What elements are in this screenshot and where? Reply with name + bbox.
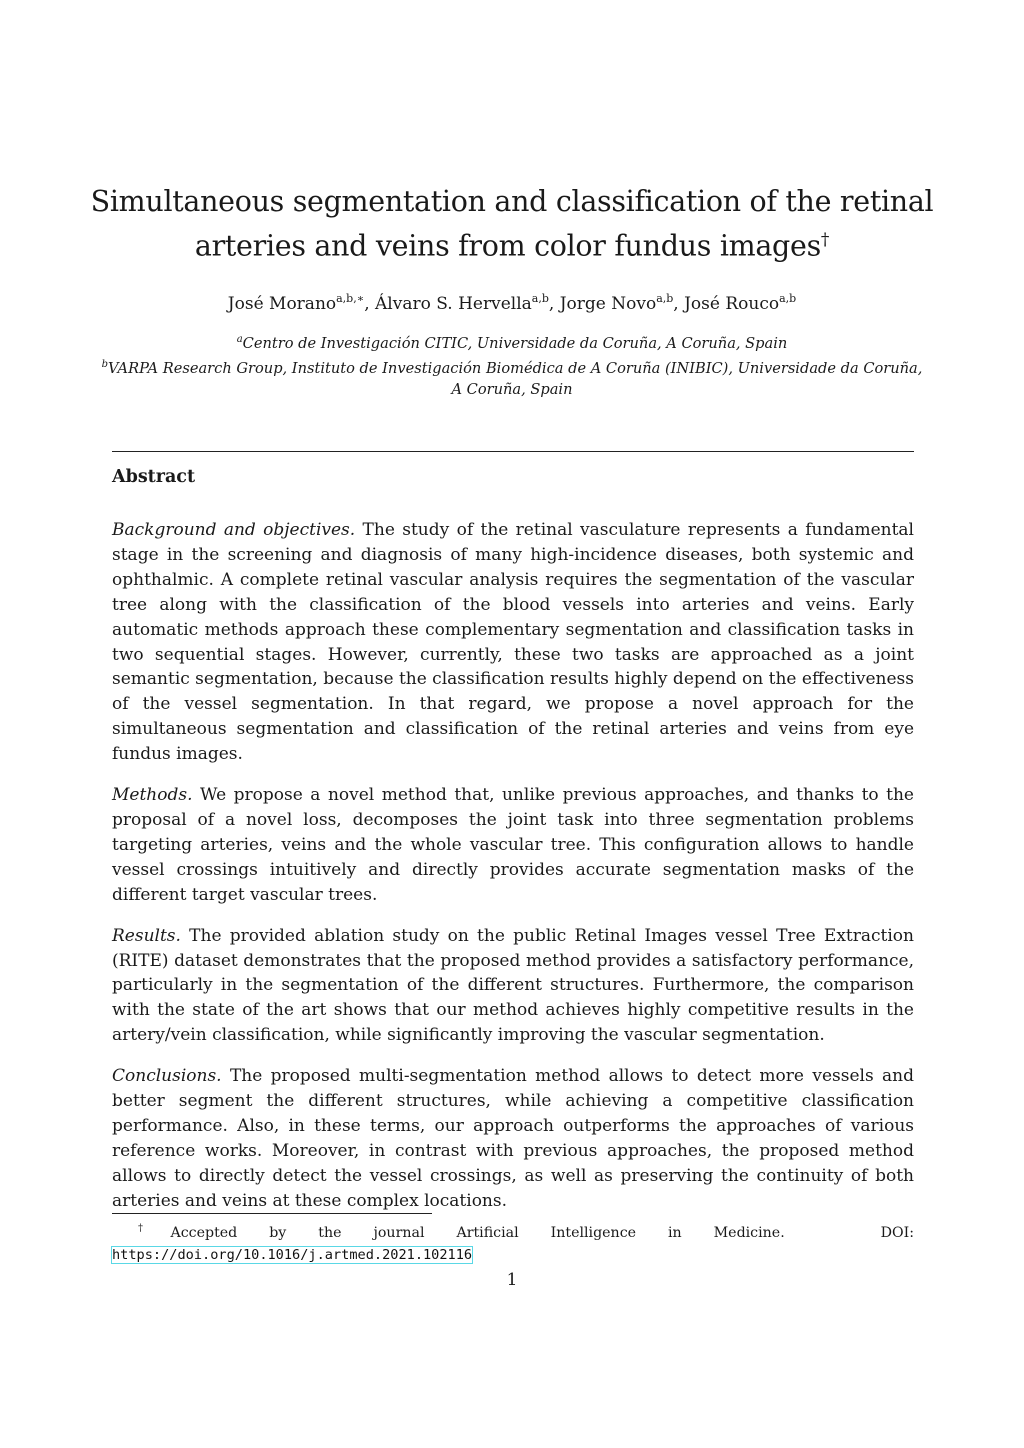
abstract-text: The provided ablation study on the public Retinal Images vessel Tree Extraction (RITE) dataset demonstrates that the proposed method provides a satisfactory performance, particularly in the segmentation of the different structures. Furthermore, the comparison with the state of the art shows that our method achieves highly competitive results in the artery/vein classification, while significantly improving the vascular segmentation.	[112, 925, 914, 1046]
author-name: Jorge Novo	[559, 294, 657, 314]
footnote-mark: †	[138, 1223, 171, 1234]
paper-title	[80, 182, 944, 266]
abstract-paragraph-background	[112, 518, 914, 767]
author-list	[80, 286, 944, 317]
abstract-paragraph-results	[112, 924, 914, 1049]
affiliation	[100, 329, 924, 354]
abstract-lead: Background and objectives.	[112, 520, 356, 540]
affiliation-list	[100, 329, 924, 400]
abstract-text: The study of the retinal vasculature represents a fundamental stage in the screening and diagnosis of many high-incidence diseases, both systemic and ophthalmic. A complete retinal vascular analysis requires the segmentation of the vascular tree along with the classification of the blood vessels into arteries and veins. Early automatic methods approach these complementary segmentation and classification tasks in two sequential stages. However, currently, these two tasks are approached as a joint semantic segmentation, because the classification results highly depend on the effectiveness of the vessel segmentation. In that regard, we propose a novel approach for the simultaneous segmentation and classification of the retinal arteries and veins from eye fundus images.	[112, 520, 914, 765]
author-separator: ,	[673, 294, 685, 314]
abstract-lead: Conclusions.	[112, 1066, 222, 1087]
author-name: Álvaro S. Hervella	[375, 294, 532, 314]
author-affiliation-mark: a,b	[656, 292, 674, 305]
affiliation-mark: a	[236, 334, 243, 345]
author-name: José Morano	[227, 294, 337, 314]
page-number: 1	[506, 1270, 518, 1290]
author-affiliation-mark: a,b	[779, 292, 797, 305]
abstract-body	[112, 518, 914, 1230]
author-separator: ,	[548, 294, 560, 314]
paper-title-text: Simultaneous segmentation and classification of the retinal arteries and veins from color fundus images	[90, 185, 934, 263]
abstract-text: The proposed multi-segmentation method allows to detect more vessels and better segment the different structures, while achieving a competitive classification performance. Also, in these terms, our approach outperforms the approaches of various reference works. Moreover, in contrast with previous approaches, the proposed method allows to directly detect the vessel crossings, as well as preserving the continuity of both arteries and veins at these complex locations.	[112, 1066, 914, 1211]
abstract-paragraph-conclusions	[112, 1064, 914, 1213]
footnote-text: Accepted by the journal Artificial Intelligence in Medicine. DOI:	[170, 1225, 919, 1241]
affiliation-text: Centro de Investigación CITIC, Universidade da Coruña, A Coruña, Spain	[242, 335, 788, 352]
affiliation-mark: b	[101, 359, 108, 370]
author-name: José Rouco	[684, 294, 780, 314]
abstract-text: We propose a novel method that, unlike previous approaches, and thanks to the proposal of a novel loss, decomposes the joint task into three segmentation problems targeting arteries, veins and the whole vascular tree. This configuration allows to handle vessel crossings intuitively and directly provides accurate segmentation masks of the different target vascular trees.	[112, 785, 914, 905]
abstract-lead: Methods.	[112, 785, 193, 806]
title-footnote-mark: †	[820, 230, 830, 250]
doi-link[interactable]: https://doi.org/10.1016/j.artmed.2021.102116	[112, 1247, 473, 1263]
abstract-heading: Abstract	[112, 467, 196, 487]
author-separator: ,	[364, 294, 376, 314]
footnote	[112, 1218, 919, 1266]
author-affiliation-mark: a,b,∗	[336, 292, 365, 305]
abstract-paragraph-methods	[112, 783, 914, 908]
affiliation	[100, 354, 924, 400]
abstract-lead: Results.	[112, 925, 181, 946]
author-affiliation-mark: a,b	[531, 292, 549, 305]
footnote-divider	[112, 1213, 432, 1214]
affiliation-text: VARPA Research Group, Instituto de Investigación Biomédica de A Coruña (INIBIC), Universidade da Coruña, A Coruña, Spain	[108, 360, 923, 398]
header-divider	[112, 451, 914, 452]
